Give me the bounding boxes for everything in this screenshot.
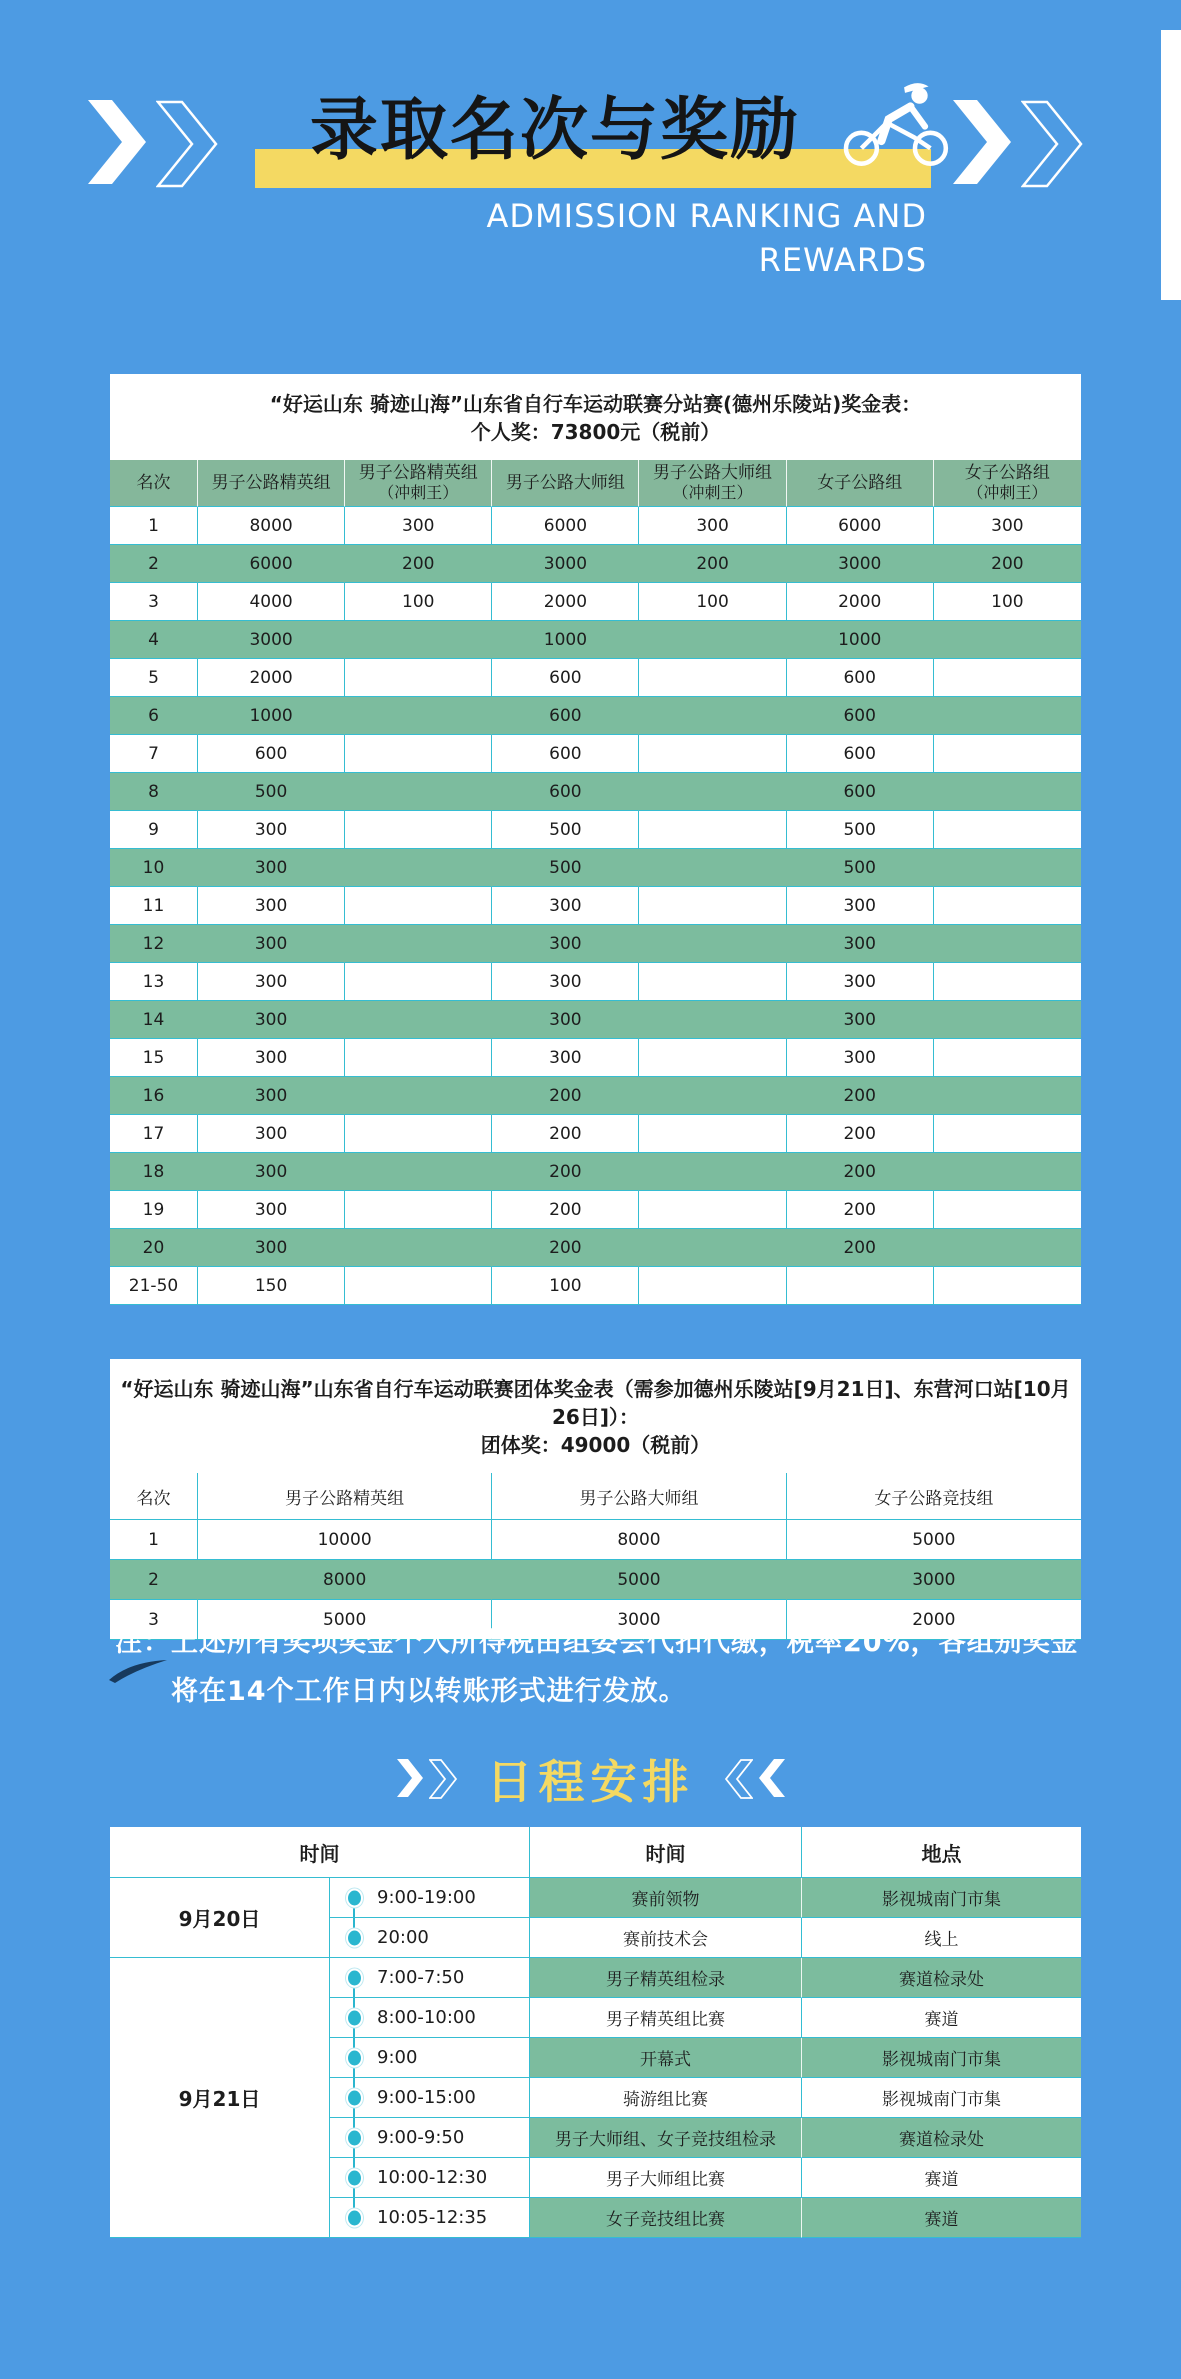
prize-amount-cell: 300: [787, 963, 934, 1001]
prize-amount-cell: 300: [492, 925, 639, 963]
individual-prize-title: [110, 390, 1081, 446]
schedule-section-title: 日程安排: [486, 1755, 695, 1809]
prize-amount-cell: 300: [198, 1077, 345, 1115]
prize-amount-cell: 600: [492, 735, 639, 773]
team-prize-table: [110, 1473, 1081, 1640]
schedule-date-cell: 9月20日: [110, 1878, 330, 1958]
schedule-section-heading: [0, 1746, 1181, 1812]
team-prize-row: [110, 1520, 1081, 1560]
prize-amount-cell: 3000: [787, 1560, 1081, 1600]
prize-amount-cell: [345, 925, 492, 963]
time-bullet-icon: [346, 1888, 363, 1907]
col-header-men-master: 男子公路大师组: [492, 1473, 786, 1520]
prize-amount-cell: [639, 1001, 786, 1039]
schedule-location-cell: 赛道检录处: [802, 2118, 1081, 2158]
prize-amount-cell: [934, 849, 1081, 887]
prize-amount-cell: [345, 963, 492, 1001]
prize-amount-cell: [934, 963, 1081, 1001]
prize-amount-cell: [639, 887, 786, 925]
page-subtitle: [487, 194, 928, 282]
header-right-chevrons: [953, 100, 1083, 188]
prize-amount-cell: [639, 697, 786, 735]
prize-amount-cell: 2000: [787, 1600, 1081, 1640]
prize-amount-cell: 200: [787, 1115, 934, 1153]
prize-amount-cell: 300: [639, 507, 786, 545]
prize-amount-cell: [345, 697, 492, 735]
prize-amount-cell: 300: [198, 1039, 345, 1077]
prize-amount-cell: 600: [787, 697, 934, 735]
top-right-stripe-decoration: [1161, 30, 1181, 300]
prize-amount-cell: 150: [198, 1267, 345, 1305]
rank-cell: 14: [110, 1001, 198, 1039]
prize-amount-cell: 6000: [492, 507, 639, 545]
prize-amount-cell: 8000: [198, 507, 345, 545]
prize-amount-cell: [639, 1115, 786, 1153]
individual-prize-row: [110, 583, 1081, 621]
prize-amount-cell: [639, 773, 786, 811]
schedule-right-chevrons: [725, 1759, 785, 1799]
prize-amount-cell: 100: [492, 1267, 639, 1305]
time-bullet-icon: [346, 2128, 363, 2147]
individual-prize-row: [110, 811, 1081, 849]
prize-amount-cell: 8000: [492, 1520, 786, 1560]
prize-amount-cell: 3000: [787, 545, 934, 583]
subtitle-line2: REWARDS: [758, 241, 927, 279]
chevron-right-solid-icon: [397, 1759, 423, 1797]
prize-amount-cell: 300: [787, 1039, 934, 1077]
prize-amount-cell: 600: [492, 659, 639, 697]
prize-amount-cell: 100: [345, 583, 492, 621]
prize-amount-cell: 300: [345, 507, 492, 545]
schedule-event-cell: 男子精英组比赛: [530, 1998, 802, 2038]
individual-prize-row: [110, 507, 1081, 545]
prize-amount-cell: 5000: [787, 1520, 1081, 1560]
col-header-women-road: 女子公路组: [787, 460, 934, 507]
prize-amount-cell: 500: [198, 773, 345, 811]
prize-amount-cell: [345, 1077, 492, 1115]
schedule-location-cell: 影视城南门市集: [802, 1878, 1081, 1918]
prize-amount-cell: 300: [787, 1001, 934, 1039]
rank-cell: 11: [110, 887, 198, 925]
prize-amount-cell: [639, 1153, 786, 1191]
prize-amount-cell: [934, 887, 1081, 925]
prize-amount-cell: 1000: [198, 697, 345, 735]
schedule-table: [110, 1827, 1081, 2238]
col-header-women-competitive: 女子公路竞技组: [787, 1473, 1081, 1520]
prize-amount-cell: [934, 1191, 1081, 1229]
individual-prize-row: [110, 1039, 1081, 1077]
prize-amount-cell: 200: [345, 545, 492, 583]
schedule-event-cell: 骑游组比赛: [530, 2078, 802, 2118]
prize-amount-cell: [639, 621, 786, 659]
prize-amount-cell: [934, 1115, 1081, 1153]
individual-prize-row: [110, 963, 1081, 1001]
rank-cell: 3: [110, 583, 198, 621]
tax-note: [115, 1618, 1080, 1716]
prize-amount-cell: 600: [198, 735, 345, 773]
prize-amount-cell: 600: [787, 735, 934, 773]
schedule-card: [110, 1827, 1081, 2238]
schedule-location-cell: 赛道: [802, 1998, 1081, 2038]
chevron-right-outline-icon: [156, 100, 218, 188]
prize-amount-cell: 200: [934, 545, 1081, 583]
col-header-men-elite-sprint: 男子公路精英组 （冲刺王）: [345, 460, 492, 507]
schedule-location-cell: 影视城南门市集: [802, 2038, 1081, 2078]
col-header-men-elite: 男子公路精英组: [198, 1473, 492, 1520]
prize-amount-cell: 4000: [198, 583, 345, 621]
prize-amount-cell: [345, 1267, 492, 1305]
time-bullet-icon: [346, 2168, 363, 2187]
schedule-time-text: 8:00-10:00: [377, 2007, 476, 2028]
schedule-date-cell: 9月21日: [110, 1958, 330, 2238]
prize-amount-cell: 100: [639, 583, 786, 621]
prize-amount-cell: 300: [198, 1191, 345, 1229]
prize-amount-cell: [345, 1191, 492, 1229]
rank-cell: 8: [110, 773, 198, 811]
prize-amount-cell: 5000: [492, 1560, 786, 1600]
prize-amount-cell: [345, 887, 492, 925]
schedule-location-cell: 线上: [802, 1918, 1081, 1958]
team-prize-title-line1: “好运山东 骑迹山海”山东省自行车运动联赛团体奖金表（需参加德州乐陵站[9月21日]、东营河口站[10月26日]）：: [120, 1377, 1071, 1429]
prize-amount-cell: [639, 963, 786, 1001]
prize-amount-cell: 300: [198, 811, 345, 849]
prize-amount-cell: [345, 659, 492, 697]
prize-amount-cell: 300: [787, 925, 934, 963]
schedule-event-cell: 开幕式: [530, 2038, 802, 2078]
team-prize-row: [110, 1560, 1081, 1600]
prize-amount-cell: 300: [492, 963, 639, 1001]
prize-amount-cell: 200: [492, 1077, 639, 1115]
prize-amount-cell: 300: [787, 887, 934, 925]
prize-amount-cell: 200: [492, 1229, 639, 1267]
prize-amount-cell: [639, 849, 786, 887]
individual-prize-row: [110, 697, 1081, 735]
individual-prize-row: [110, 1077, 1081, 1115]
prize-amount-cell: 300: [198, 925, 345, 963]
note-line2: 将在14个工作日内以转账形式进行发放。: [171, 1676, 687, 1707]
individual-prize-row: [110, 925, 1081, 963]
prize-amount-cell: [639, 1077, 786, 1115]
individual-prize-row: [110, 1229, 1081, 1267]
rank-cell: 2: [110, 545, 198, 583]
prize-amount-cell: 200: [639, 545, 786, 583]
col-header-rank: 名次: [110, 1473, 198, 1520]
individual-prize-row: [110, 773, 1081, 811]
individual-prize-row: [110, 1115, 1081, 1153]
prize-amount-cell: 2000: [787, 583, 934, 621]
prize-amount-cell: [345, 1229, 492, 1267]
individual-prize-row: [110, 1191, 1081, 1229]
individual-prize-title-line2: 个人奖：73800元（税前）: [470, 420, 721, 444]
schedule-time-text: 10:05-12:35: [377, 2207, 488, 2228]
schedule-location-cell: 影视城南门市集: [802, 2078, 1081, 2118]
rank-cell: 13: [110, 963, 198, 1001]
prize-amount-cell: [934, 773, 1081, 811]
prize-amount-cell: 600: [492, 697, 639, 735]
prize-amount-cell: [934, 1001, 1081, 1039]
time-bullet-icon: [346, 2008, 363, 2027]
schedule-row: [110, 1878, 1081, 1918]
individual-prize-row: [110, 887, 1081, 925]
prize-amount-cell: 500: [787, 849, 934, 887]
schedule-time-text: 20:00: [377, 1927, 429, 1948]
rank-cell: 4: [110, 621, 198, 659]
rank-cell: 6: [110, 697, 198, 735]
individual-prize-card: [110, 374, 1081, 1305]
prize-amount-cell: [639, 1039, 786, 1077]
prize-amount-cell: 300: [934, 507, 1081, 545]
prize-amount-cell: [345, 1115, 492, 1153]
schedule-time-cell: [330, 2118, 530, 2158]
prize-amount-cell: [639, 659, 786, 697]
time-bullet-icon: [346, 2048, 363, 2067]
prize-amount-cell: [934, 697, 1081, 735]
individual-prize-row: [110, 1153, 1081, 1191]
cyclist-icon: [836, 80, 954, 172]
schedule-location-cell: 赛道: [802, 2158, 1081, 2198]
prize-amount-cell: [345, 849, 492, 887]
prize-amount-cell: [639, 1191, 786, 1229]
schedule-location-cell: 赛道检录处: [802, 1958, 1081, 1998]
prize-amount-cell: [934, 1229, 1081, 1267]
prize-amount-cell: 300: [492, 887, 639, 925]
prize-amount-cell: [934, 621, 1081, 659]
schedule-time-text: 7:00-7:50: [377, 1967, 465, 1988]
prize-amount-cell: 600: [787, 659, 934, 697]
team-prize-title-line2: 团体奖：49000（税前）: [480, 1433, 711, 1457]
prize-amount-cell: [934, 1267, 1081, 1305]
team-prize-card: [110, 1359, 1081, 1640]
schedule-time-cell: [330, 2038, 530, 2078]
col-header-men-elite: 男子公路精英组: [198, 460, 345, 507]
team-prize-title: [110, 1375, 1081, 1459]
col-header-time: 时间: [110, 1827, 530, 1878]
prize-amount-cell: 300: [198, 963, 345, 1001]
subtitle-line1: ADMISSION RANKING AND: [486, 197, 927, 235]
prize-amount-cell: 8000: [198, 1560, 492, 1600]
note-label: 注：: [115, 1627, 171, 1658]
prize-amount-cell: 500: [787, 811, 934, 849]
prize-amount-cell: [934, 1039, 1081, 1077]
note-line1: 注：上述所有奖项奖金个人所得税由组委会代扣代缴，税率20%，各组别奖金: [115, 1627, 1079, 1658]
prize-amount-cell: [639, 811, 786, 849]
schedule-left-chevrons: [397, 1759, 457, 1799]
prize-amount-cell: [787, 1267, 934, 1305]
schedule-time-cell: [330, 1998, 530, 2038]
col-header-location: 地点: [802, 1827, 1081, 1878]
prize-amount-cell: 300: [492, 1001, 639, 1039]
individual-prize-row: [110, 849, 1081, 887]
schedule-time-text: 9:00-15:00: [377, 2087, 476, 2108]
rank-cell: 5: [110, 659, 198, 697]
schedule-event-cell: 男子大师组比赛: [530, 2158, 802, 2198]
prize-amount-cell: [345, 811, 492, 849]
schedule-time-text: 9:00-19:00: [377, 1887, 476, 1908]
prize-amount-cell: 300: [198, 849, 345, 887]
schedule-time-text: 10:00-12:30: [377, 2167, 488, 2188]
prize-amount-cell: 5000: [198, 1600, 492, 1640]
col-header-men-master: 男子公路大师组: [492, 460, 639, 507]
individual-prize-row: [110, 1267, 1081, 1305]
schedule-event-cell: 男子大师组、女子竞技组检录: [530, 2118, 802, 2158]
schedule-time-cell: [330, 1958, 530, 1998]
time-bullet-icon: [346, 2208, 363, 2227]
rank-cell: 20: [110, 1229, 198, 1267]
prize-amount-cell: [345, 735, 492, 773]
team-header-row: [110, 1473, 1081, 1520]
prize-amount-cell: 200: [787, 1191, 934, 1229]
schedule-event-cell: 女子竞技组比赛: [530, 2198, 802, 2238]
prize-amount-cell: 1000: [492, 621, 639, 659]
schedule-row: [110, 1958, 1081, 1998]
schedule-event-cell: 男子精英组检录: [530, 1958, 802, 1998]
prize-amount-cell: 10000: [198, 1520, 492, 1560]
rank-cell: 18: [110, 1153, 198, 1191]
prize-amount-cell: [934, 811, 1081, 849]
schedule-time-cell: [330, 1918, 530, 1958]
rank-cell: 1: [110, 1520, 198, 1560]
prize-amount-cell: 500: [492, 849, 639, 887]
schedule-header-row: [110, 1827, 1081, 1878]
prize-amount-cell: [639, 1267, 786, 1305]
rank-cell: 19: [110, 1191, 198, 1229]
prize-amount-cell: 300: [198, 1001, 345, 1039]
individual-prize-row: [110, 545, 1081, 583]
col-header-women-road-sprint: 女子公路组 （冲刺王）: [934, 460, 1081, 507]
prize-amount-cell: [639, 925, 786, 963]
prize-amount-cell: 2000: [492, 583, 639, 621]
individual-prize-title-line1: “好运山东 骑迹山海”山东省自行车运动联赛分站赛(德州乐陵站)奖金表：: [269, 392, 922, 416]
prize-amount-cell: 6000: [198, 545, 345, 583]
rank-cell: 16: [110, 1077, 198, 1115]
prize-amount-cell: 300: [198, 1229, 345, 1267]
prize-amount-cell: 200: [787, 1229, 934, 1267]
chevron-left-solid-icon: [759, 1759, 785, 1797]
prize-amount-cell: [934, 925, 1081, 963]
chevron-right-solid-icon: [88, 100, 146, 184]
prize-amount-cell: [934, 659, 1081, 697]
prize-amount-cell: 3000: [198, 621, 345, 659]
chevron-right-solid-icon: [953, 100, 1011, 184]
page-title: 录取名次与奖励: [309, 91, 800, 170]
prize-amount-cell: 3000: [492, 545, 639, 583]
rank-cell: 12: [110, 925, 198, 963]
schedule-location-cell: 赛道: [802, 2198, 1081, 2238]
prize-amount-cell: [639, 1229, 786, 1267]
individual-prize-row: [110, 1001, 1081, 1039]
col-header-rank: 名次: [110, 460, 198, 507]
time-bullet-icon: [346, 1968, 363, 1987]
schedule-time-text: 9:00-9:50: [377, 2127, 465, 2148]
prize-amount-cell: 200: [492, 1191, 639, 1229]
individual-header-row: [110, 460, 1081, 507]
prize-amount-cell: 200: [492, 1115, 639, 1153]
prize-amount-cell: [345, 1153, 492, 1191]
prize-amount-cell: [934, 735, 1081, 773]
prize-amount-cell: 600: [787, 773, 934, 811]
prize-amount-cell: [345, 773, 492, 811]
col-header-event: 时间: [530, 1827, 802, 1878]
prize-amount-cell: [345, 1039, 492, 1077]
prize-amount-cell: 200: [492, 1153, 639, 1191]
prize-amount-cell: 1000: [787, 621, 934, 659]
prize-amount-cell: 500: [492, 811, 639, 849]
prize-amount-cell: 300: [198, 887, 345, 925]
individual-prize-row: [110, 621, 1081, 659]
col-header-men-master-sprint: 男子公路大师组 （冲刺王）: [639, 460, 786, 507]
prize-amount-cell: [345, 621, 492, 659]
schedule-time-cell: [330, 2198, 530, 2238]
individual-prize-table: [110, 460, 1081, 1305]
prize-amount-cell: [934, 1077, 1081, 1115]
schedule-time-text: 9:00: [377, 2047, 418, 2068]
schedule-time-cell: [330, 2158, 530, 2198]
chevron-right-outline-icon: [429, 1759, 457, 1799]
schedule-time-cell: [330, 1878, 530, 1918]
prize-amount-cell: 600: [492, 773, 639, 811]
brush-stroke-decoration: [107, 1658, 169, 1684]
time-bullet-icon: [346, 2088, 363, 2107]
schedule-event-cell: 赛前技术会: [530, 1918, 802, 1958]
prize-amount-cell: 300: [492, 1039, 639, 1077]
prize-amount-cell: [345, 1001, 492, 1039]
individual-prize-row: [110, 659, 1081, 697]
chevron-right-outline-icon: [1021, 100, 1083, 188]
prize-amount-cell: 2000: [198, 659, 345, 697]
individual-prize-row: [110, 735, 1081, 773]
rank-cell: 7: [110, 735, 198, 773]
rank-cell: 10: [110, 849, 198, 887]
rank-cell: 17: [110, 1115, 198, 1153]
header-left-chevrons: [88, 100, 218, 188]
prize-amount-cell: 6000: [787, 507, 934, 545]
prize-amount-cell: [639, 735, 786, 773]
rank-cell: 15: [110, 1039, 198, 1077]
schedule-event-cell: 赛前领物: [530, 1878, 802, 1918]
prize-amount-cell: 200: [787, 1077, 934, 1115]
prize-amount-cell: 300: [198, 1115, 345, 1153]
time-bullet-icon: [346, 1928, 363, 1947]
prize-amount-cell: 100: [934, 583, 1081, 621]
prize-amount-cell: 3000: [492, 1600, 786, 1640]
chevron-left-outline-icon: [725, 1759, 753, 1799]
rank-cell: 1: [110, 507, 198, 545]
rank-cell: 2: [110, 1560, 198, 1600]
prize-amount-cell: 300: [198, 1153, 345, 1191]
schedule-time-cell: [330, 2078, 530, 2118]
prize-amount-cell: [934, 1153, 1081, 1191]
rank-cell: 21-50: [110, 1267, 198, 1305]
rank-cell: 3: [110, 1600, 198, 1640]
rank-cell: 9: [110, 811, 198, 849]
prize-amount-cell: 200: [787, 1153, 934, 1191]
